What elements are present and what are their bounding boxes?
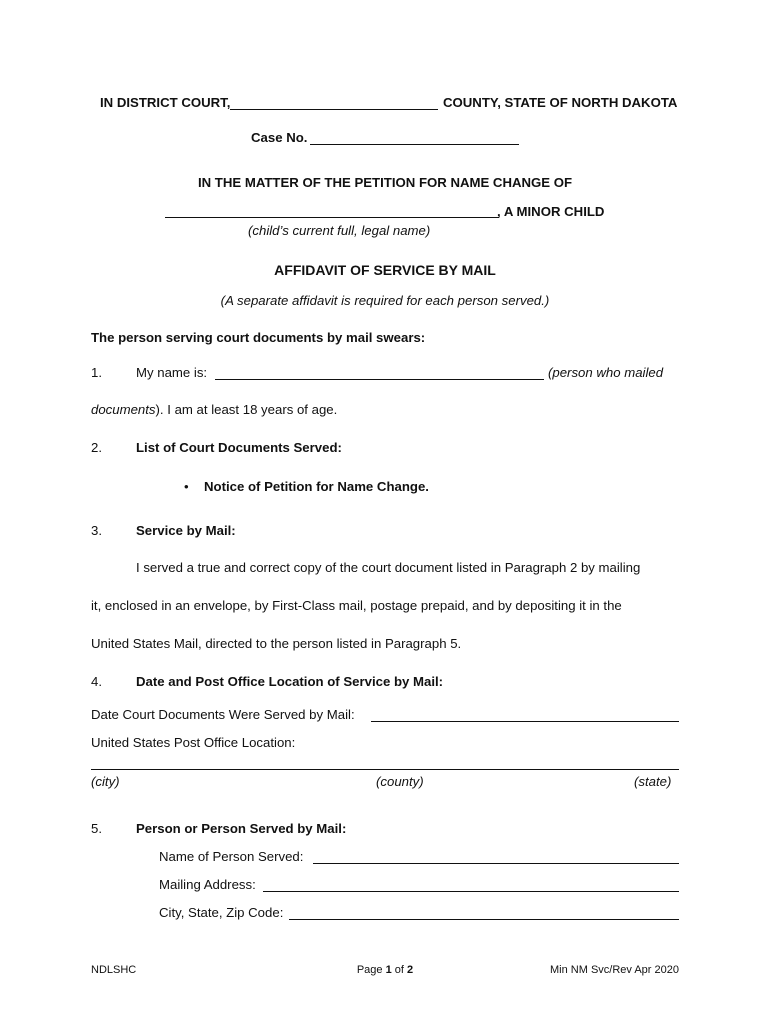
section3-line1: I served a true and correct copy of the court document listed in Paragraph 2 by mailing: [136, 560, 641, 575]
section4-heading: Date and Post Office Location of Service by Mail:: [136, 674, 444, 689]
intro-statement: The person serving court documents by mail swears:: [91, 330, 426, 345]
page-prefix: Page: [356, 964, 386, 976]
section1-continuation: [91, 402, 337, 418]
person-name-line[interactable]: [313, 863, 679, 864]
post-office-line[interactable]: [91, 769, 679, 770]
server-name-line[interactable]: [215, 379, 544, 380]
section3-line2: it, enclosed in an envelope, by First-Class mail, postage prepaid, and by depositing it in the: [91, 598, 622, 613]
section1-label: My name is:: [136, 365, 208, 380]
city-state-zip-label: City, State, Zip Code:: [159, 905, 284, 920]
section3-line3: United States Mail, directed to the person listed in Paragraph 5.: [91, 636, 462, 651]
city-state-zip-line[interactable]: [289, 919, 679, 920]
served-date-line[interactable]: [371, 721, 679, 722]
page-total: 2: [407, 964, 414, 976]
court-suffix: COUNTY, STATE OF NORTH DAKOTA: [443, 95, 678, 110]
section2-heading: List of Court Documents Served:: [136, 440, 342, 455]
county-hint: (county): [376, 774, 424, 789]
mailing-address-line[interactable]: [263, 891, 679, 892]
section3-number: 3.: [91, 523, 102, 538]
served-date-label: Date Court Documents Were Served by Mail:: [91, 707, 355, 722]
court-prefix: IN DISTRICT COURT,: [100, 95, 231, 110]
person-name-label: Name of Person Served:: [159, 849, 304, 864]
section5-number: 5.: [91, 821, 102, 836]
page-current: 1: [385, 964, 392, 976]
child-name-hint: (child’s current full, legal name): [248, 223, 431, 238]
footer-right: Min NM Svc/Rev Apr 2020: [550, 964, 679, 976]
mailing-address-label: Mailing Address:: [159, 877, 256, 892]
section5-heading: Person or Person Served by Mail:: [136, 821, 347, 836]
post-office-label: United States Post Office Location:: [91, 735, 296, 750]
state-hint: (state): [634, 774, 672, 789]
case-no-line[interactable]: [310, 144, 519, 145]
section3-heading: Service by Mail:: [136, 523, 236, 538]
minor-child-label: , A MINOR CHILD: [497, 204, 605, 219]
footer-left: NDLSHC: [91, 964, 137, 976]
section1-cont-italic: documents: [91, 402, 156, 417]
page-of: of: [391, 964, 408, 976]
case-no-label: Case No.: [251, 130, 308, 145]
section4-number: 4.: [91, 674, 102, 689]
matter-line: IN THE MATTER OF THE PETITION FOR NAME CHANGE OF: [197, 175, 573, 190]
document-subtitle: (A separate affidavit is required for each person served.): [220, 293, 550, 308]
section1-cont-rest: ). I am at least 18 years of age.: [155, 402, 338, 417]
document-title: AFFIDAVIT OF SERVICE BY MAIL: [274, 262, 496, 278]
section1-suffix: (person who mailed: [548, 365, 664, 380]
child-name-line[interactable]: [165, 217, 499, 218]
section2-number: 2.: [91, 440, 102, 455]
section1-number: 1.: [91, 365, 102, 380]
city-hint: (city): [91, 774, 120, 789]
county-name-line[interactable]: [230, 109, 438, 110]
bullet-icon: •: [184, 479, 189, 494]
served-document-item: Notice of Petition for Name Change.: [204, 479, 429, 494]
